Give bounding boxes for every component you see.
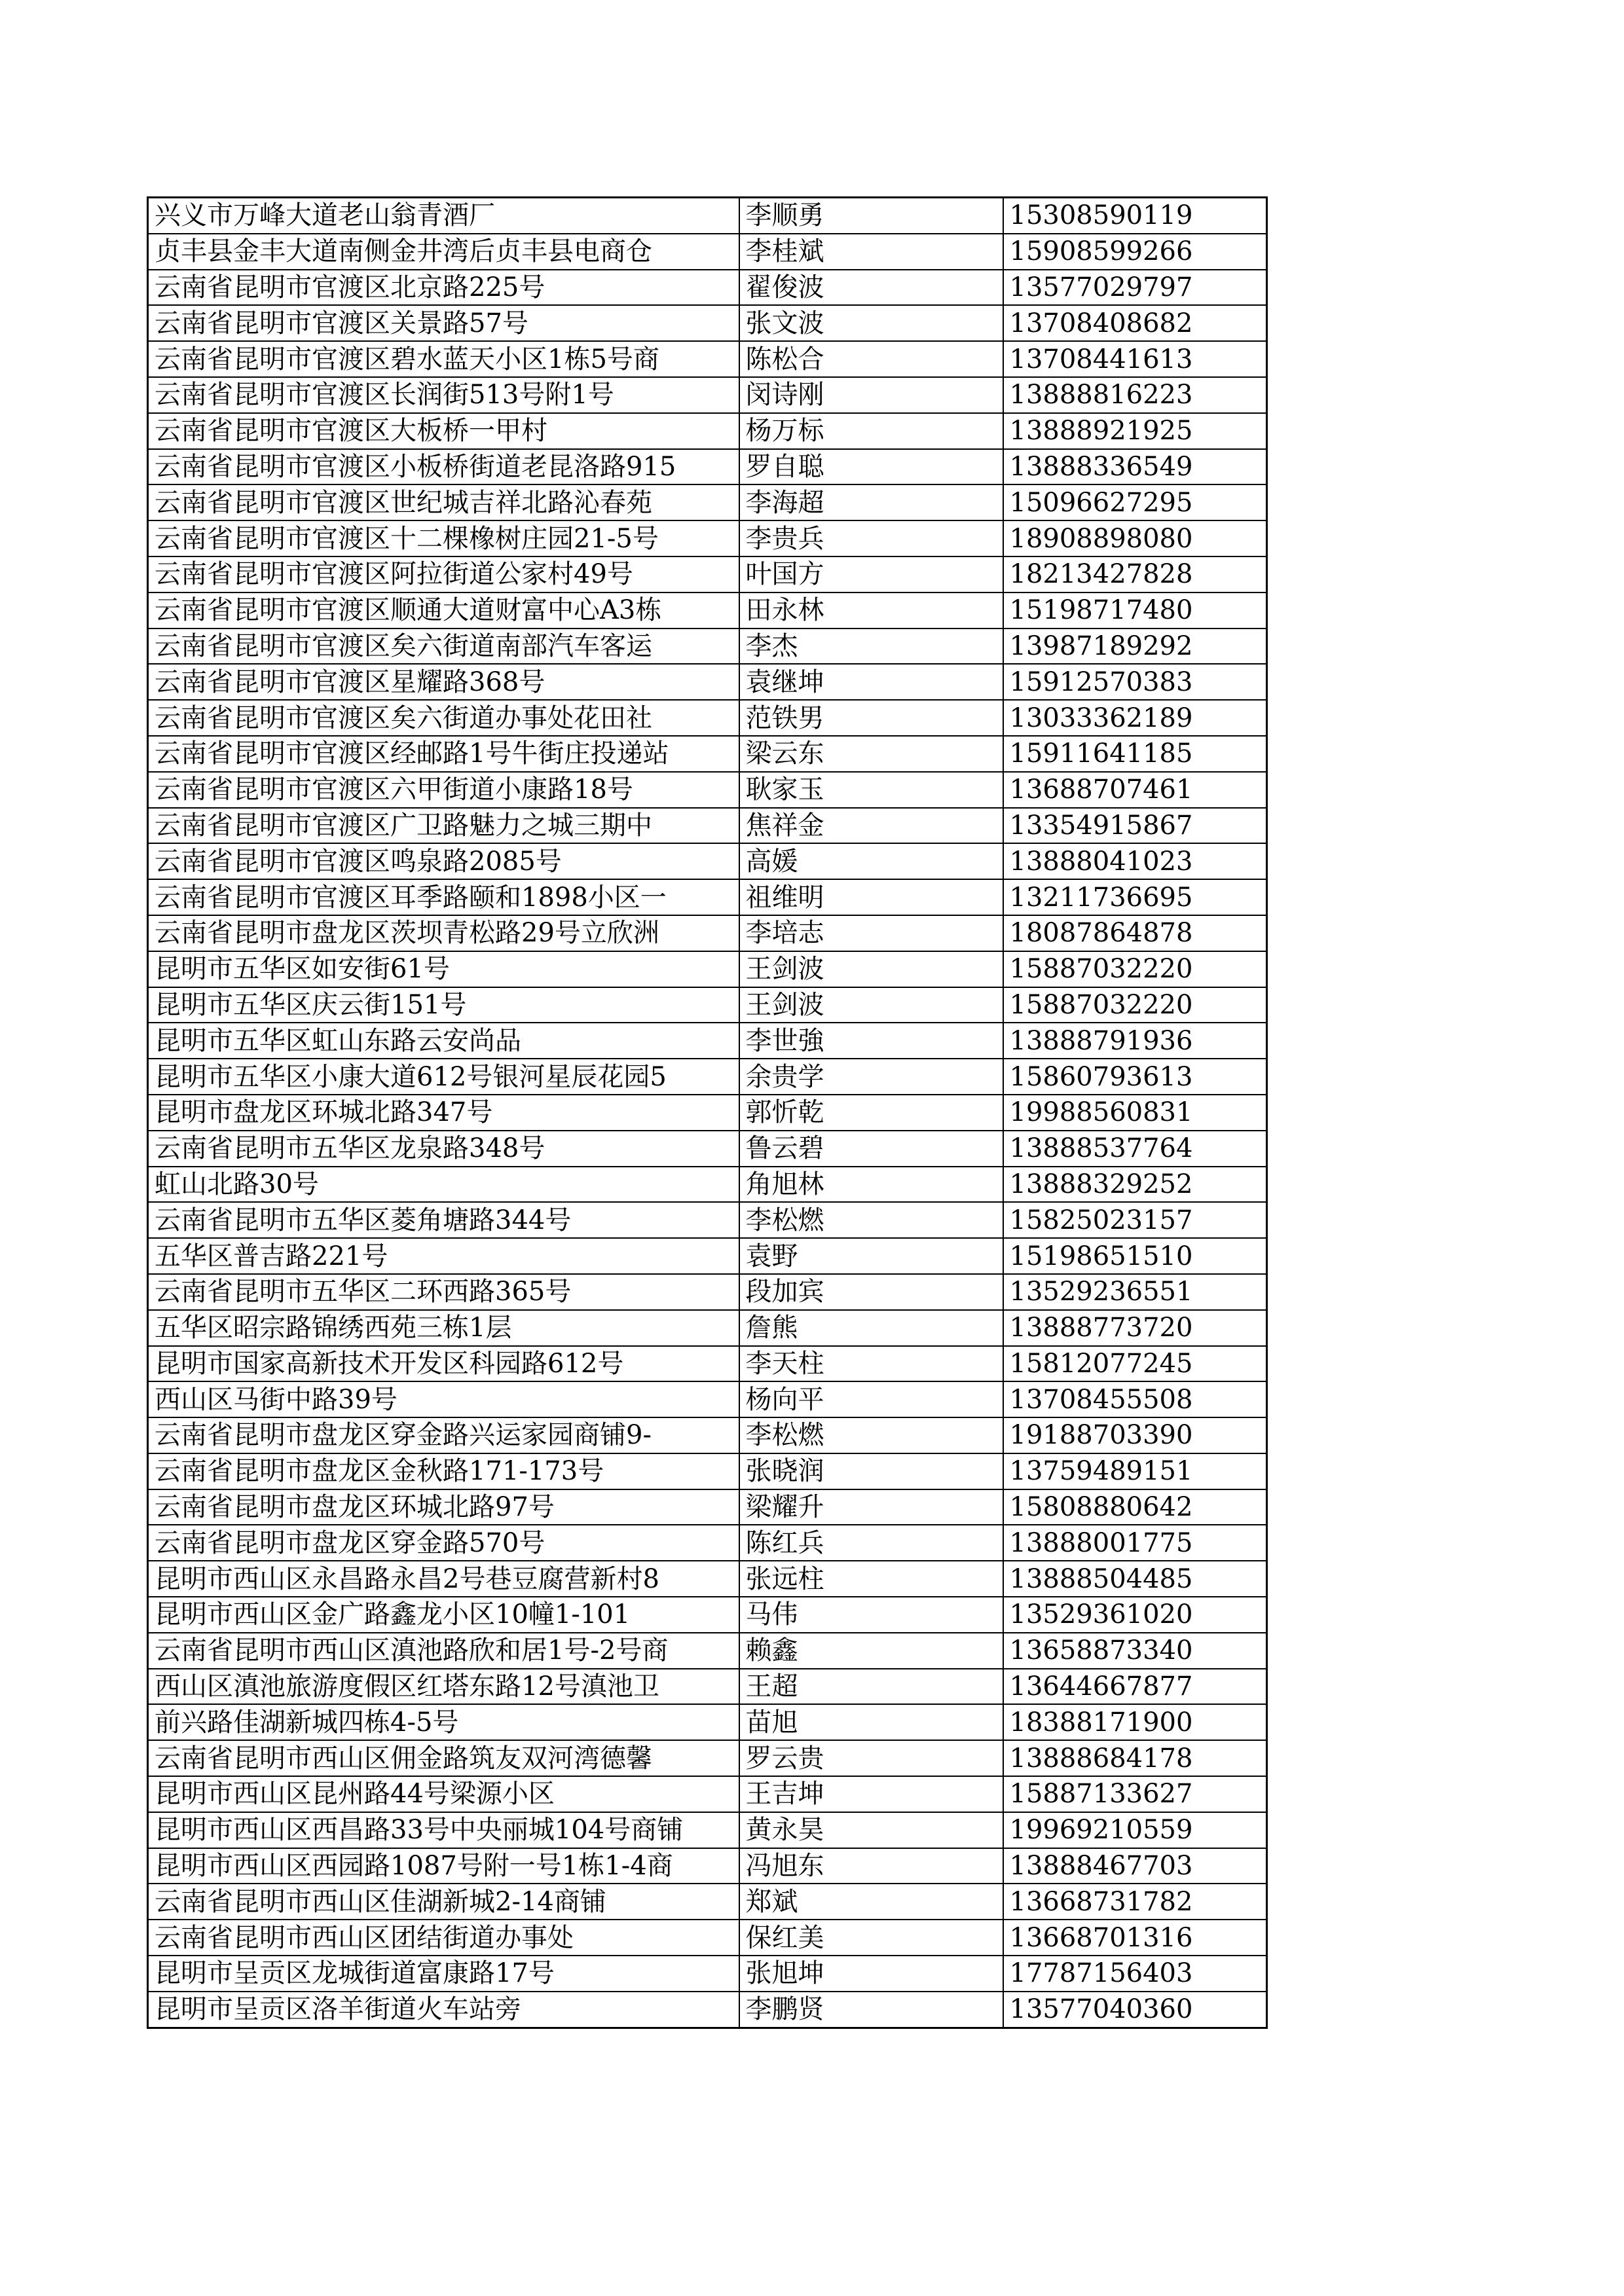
address-cell: 昆明市西山区金广路鑫龙小区10幢1-101 <box>148 1597 739 1633</box>
phone-cell: 13888791936 <box>1003 1023 1267 1059</box>
phone-cell: 13708455508 <box>1003 1381 1267 1417</box>
phone-cell: 13354915867 <box>1003 808 1267 844</box>
name-cell: 范铁男 <box>739 700 1003 736</box>
phone-cell: 13888336549 <box>1003 449 1267 485</box>
address-cell: 昆明市呈贡区洛羊街道火车站旁 <box>148 1992 739 2028</box>
name-cell: 段加宾 <box>739 1274 1003 1310</box>
phone-cell: 15887032220 <box>1003 987 1267 1023</box>
address-cell: 昆明市五华区庆云街151号 <box>148 987 739 1023</box>
name-cell: 袁野 <box>739 1238 1003 1274</box>
phone-cell: 15808880642 <box>1003 1489 1267 1525</box>
name-cell: 李松燃 <box>739 1417 1003 1453</box>
name-cell: 祖维明 <box>739 879 1003 915</box>
name-cell: 田永林 <box>739 592 1003 629</box>
address-cell: 云南省昆明市官渡区星耀路368号 <box>148 664 739 700</box>
address-cell: 云南省昆明市官渡区长润街513号附1号 <box>148 377 739 413</box>
name-cell: 李贵兵 <box>739 520 1003 556</box>
address-cell: 西山区马街中路39号 <box>148 1381 739 1417</box>
table-row <box>148 198 1267 234</box>
phone-cell: 13987189292 <box>1003 629 1267 665</box>
name-cell: 李天柱 <box>739 1346 1003 1382</box>
address-cell: 云南省昆明市官渡区矣六街道办事处花田社 <box>148 700 739 736</box>
name-cell: 李培志 <box>739 915 1003 951</box>
phone-cell: 15096627295 <box>1003 484 1267 520</box>
address-cell: 云南省昆明市西山区滇池路欣和居1号-2号商 <box>148 1633 739 1669</box>
table-row <box>148 1059 1267 1095</box>
name-cell: 翟俊波 <box>739 270 1003 306</box>
table-row <box>148 556 1267 592</box>
address-cell: 云南省昆明市盘龙区穿金路570号 <box>148 1525 739 1561</box>
table-row <box>148 1669 1267 1705</box>
name-cell: 余贵学 <box>739 1059 1003 1095</box>
phone-cell: 13688707461 <box>1003 772 1267 808</box>
name-cell: 陈红兵 <box>739 1525 1003 1561</box>
phone-cell: 15198717480 <box>1003 592 1267 629</box>
address-cell: 兴义市万峰大道老山翁青酒厂 <box>148 198 739 234</box>
name-cell: 闵诗刚 <box>739 377 1003 413</box>
phone-cell: 13888537764 <box>1003 1131 1267 1167</box>
name-cell: 陈松合 <box>739 341 1003 377</box>
phone-cell: 15887133627 <box>1003 1776 1267 1812</box>
table-row <box>148 1633 1267 1669</box>
name-cell: 李海超 <box>739 484 1003 520</box>
phone-cell: 17787156403 <box>1003 1956 1267 1992</box>
table-row <box>148 270 1267 306</box>
address-cell: 云南省昆明市官渡区鸣泉路2085号 <box>148 843 739 879</box>
table-row <box>148 664 1267 700</box>
address-cell: 云南省昆明市西山区佳湖新城2-14商铺 <box>148 1884 739 1920</box>
table-row <box>148 1992 1267 2028</box>
name-cell: 苗旭 <box>739 1704 1003 1740</box>
table-row <box>148 772 1267 808</box>
table-row <box>148 1525 1267 1561</box>
name-cell: 赖鑫 <box>739 1633 1003 1669</box>
phone-cell: 13577029797 <box>1003 270 1267 306</box>
address-cell: 云南省昆明市盘龙区环城北路97号 <box>148 1489 739 1525</box>
table-row <box>148 1561 1267 1597</box>
table-row <box>148 1131 1267 1167</box>
phone-cell: 18087864878 <box>1003 915 1267 951</box>
name-cell: 李桂斌 <box>739 234 1003 270</box>
name-cell: 罗云贵 <box>739 1740 1003 1776</box>
address-cell: 云南省昆明市官渡区阿拉街道公家村49号 <box>148 556 739 592</box>
address-cell: 云南省昆明市官渡区矣六街道南部汽车客运 <box>148 629 739 665</box>
phone-cell: 18213427828 <box>1003 556 1267 592</box>
name-cell: 张文波 <box>739 305 1003 341</box>
phone-cell: 15860793613 <box>1003 1059 1267 1095</box>
table-row <box>148 1346 1267 1382</box>
phone-cell: 13888921925 <box>1003 413 1267 449</box>
table-row <box>148 1202 1267 1238</box>
address-cell: 云南省昆明市官渡区关景路57号 <box>148 305 739 341</box>
name-cell: 李鹏贤 <box>739 1992 1003 2028</box>
address-table <box>147 196 1268 2029</box>
phone-cell: 18388171900 <box>1003 1704 1267 1740</box>
phone-cell: 13668701316 <box>1003 1920 1267 1956</box>
address-cell: 云南省昆明市盘龙区穿金路兴运家园商铺9- <box>148 1417 739 1453</box>
address-cell: 贞丰县金丰大道南侧金井湾后贞丰县电商仓 <box>148 234 739 270</box>
address-cell: 昆明市盘龙区环城北路347号 <box>148 1095 739 1131</box>
table-row <box>148 1776 1267 1812</box>
address-cell: 云南省昆明市官渡区耳季路颐和1898小区一 <box>148 879 739 915</box>
name-cell: 王剑波 <box>739 951 1003 987</box>
name-cell: 马伟 <box>739 1597 1003 1633</box>
address-cell: 云南省昆明市官渡区六甲街道小康路18号 <box>148 772 739 808</box>
table-row <box>148 341 1267 377</box>
table-row <box>148 1884 1267 1920</box>
table-row <box>148 377 1267 413</box>
name-cell: 李松燃 <box>739 1202 1003 1238</box>
table-row <box>148 449 1267 485</box>
table-row <box>148 879 1267 915</box>
table-row <box>148 484 1267 520</box>
table-row <box>148 1095 1267 1131</box>
address-cell: 云南省昆明市盘龙区金秋路171-173号 <box>148 1453 739 1489</box>
phone-cell: 13888684178 <box>1003 1740 1267 1776</box>
phone-cell: 15308590119 <box>1003 198 1267 234</box>
address-cell: 云南省昆明市五华区菱角塘路344号 <box>148 1202 739 1238</box>
phone-cell: 13759489151 <box>1003 1453 1267 1489</box>
name-cell: 张远柱 <box>739 1561 1003 1597</box>
table-row <box>148 1274 1267 1310</box>
address-cell: 昆明市五华区虹山东路云安尚品 <box>148 1023 739 1059</box>
address-cell: 昆明市呈贡区龙城街道富康路17号 <box>148 1956 739 1992</box>
address-cell: 五华区昭宗路锦绣西苑三栋1层 <box>148 1310 739 1346</box>
table-row <box>148 1167 1267 1203</box>
table-row <box>148 234 1267 270</box>
phone-cell: 19188703390 <box>1003 1417 1267 1453</box>
phone-cell: 13888816223 <box>1003 377 1267 413</box>
name-cell: 耿家玉 <box>739 772 1003 808</box>
name-cell: 叶国方 <box>739 556 1003 592</box>
address-cell: 云南省昆明市五华区二环西路365号 <box>148 1274 739 1310</box>
address-cell: 云南省昆明市官渡区广卫路魅力之城三期中 <box>148 808 739 844</box>
address-cell: 云南省昆明市西山区团结街道办事处 <box>148 1920 739 1956</box>
name-cell: 罗自聪 <box>739 449 1003 485</box>
address-cell: 昆明市西山区西昌路33号中央丽城104号商铺 <box>148 1812 739 1848</box>
phone-cell: 13529236551 <box>1003 1274 1267 1310</box>
table-row <box>148 1956 1267 1992</box>
table-row <box>148 1417 1267 1453</box>
name-cell: 郑斌 <box>739 1884 1003 1920</box>
address-cell: 昆明市国家高新技术开发区科园路612号 <box>148 1346 739 1382</box>
phone-cell: 13529361020 <box>1003 1597 1267 1633</box>
name-cell: 李世強 <box>739 1023 1003 1059</box>
table-row <box>148 305 1267 341</box>
name-cell: 梁耀升 <box>739 1489 1003 1525</box>
address-cell: 云南省昆明市官渡区经邮路1号牛街庄投递站 <box>148 736 739 772</box>
table-row <box>148 1704 1267 1740</box>
name-cell: 冯旭东 <box>739 1848 1003 1884</box>
phone-cell: 13888001775 <box>1003 1525 1267 1561</box>
table-row <box>148 413 1267 449</box>
name-cell: 角旭林 <box>739 1167 1003 1203</box>
address-cell: 昆明市西山区昆州路44号梁源小区 <box>148 1776 739 1812</box>
name-cell: 杨万标 <box>739 413 1003 449</box>
phone-cell: 15198651510 <box>1003 1238 1267 1274</box>
phone-cell: 15825023157 <box>1003 1202 1267 1238</box>
table-row <box>148 1023 1267 1059</box>
table-row <box>148 951 1267 987</box>
name-cell: 高媛 <box>739 843 1003 879</box>
phone-cell: 19969210559 <box>1003 1812 1267 1848</box>
table-row <box>148 700 1267 736</box>
name-cell: 黄永昊 <box>739 1812 1003 1848</box>
table-body <box>148 198 1267 2028</box>
table-row <box>148 1453 1267 1489</box>
phone-cell: 13644667877 <box>1003 1669 1267 1705</box>
table-row <box>148 629 1267 665</box>
phone-cell: 15887032220 <box>1003 951 1267 987</box>
phone-cell: 15911641185 <box>1003 736 1267 772</box>
name-cell: 保红美 <box>739 1920 1003 1956</box>
phone-cell: 13668731782 <box>1003 1884 1267 1920</box>
name-cell: 郭忻乾 <box>739 1095 1003 1131</box>
phone-cell: 13708408682 <box>1003 305 1267 341</box>
table-row <box>148 987 1267 1023</box>
name-cell: 梁云东 <box>739 736 1003 772</box>
address-cell: 云南省昆明市官渡区碧水蓝天小区1栋5号商 <box>148 341 739 377</box>
name-cell: 李顺勇 <box>739 198 1003 234</box>
table-row <box>148 592 1267 629</box>
name-cell: 袁继坤 <box>739 664 1003 700</box>
table-row <box>148 1489 1267 1525</box>
table-row <box>148 1812 1267 1848</box>
name-cell: 杨向平 <box>739 1381 1003 1417</box>
address-cell: 西山区滇池旅游度假区红塔东路12号滇池卫 <box>148 1669 739 1705</box>
phone-cell: 13888329252 <box>1003 1167 1267 1203</box>
table-row <box>148 1740 1267 1776</box>
table-row <box>148 1381 1267 1417</box>
phone-cell: 13658873340 <box>1003 1633 1267 1669</box>
table-row <box>148 1238 1267 1274</box>
address-cell: 前兴路佳湖新城四栋4-5号 <box>148 1704 739 1740</box>
address-cell: 云南省昆明市西山区佣金路筑友双河湾德馨 <box>148 1740 739 1776</box>
phone-cell: 13708441613 <box>1003 341 1267 377</box>
phone-cell: 13888504485 <box>1003 1561 1267 1597</box>
name-cell: 李杰 <box>739 629 1003 665</box>
phone-cell: 15912570383 <box>1003 664 1267 700</box>
address-cell: 昆明市五华区如安街61号 <box>148 951 739 987</box>
address-cell: 云南省昆明市官渡区世纪城吉祥北路沁春苑 <box>148 484 739 520</box>
table-row <box>148 520 1267 556</box>
name-cell: 焦祥金 <box>739 808 1003 844</box>
phone-cell: 15908599266 <box>1003 234 1267 270</box>
table-row <box>148 808 1267 844</box>
table-row <box>148 1597 1267 1633</box>
address-cell: 云南省昆明市官渡区十二棵橡树庄园21-5号 <box>148 520 739 556</box>
name-cell: 鲁云碧 <box>739 1131 1003 1167</box>
phone-cell: 13888467703 <box>1003 1848 1267 1884</box>
address-cell: 云南省昆明市官渡区小板桥街道老昆洛路915 <box>148 449 739 485</box>
phone-cell: 15812077245 <box>1003 1346 1267 1382</box>
phone-cell: 13888773720 <box>1003 1310 1267 1346</box>
name-cell: 张旭坤 <box>739 1956 1003 1992</box>
address-cell: 云南省昆明市官渡区北京路225号 <box>148 270 739 306</box>
address-cell: 昆明市五华区小康大道612号银河星辰花园5 <box>148 1059 739 1095</box>
phone-cell: 13888041023 <box>1003 843 1267 879</box>
table-row <box>148 1848 1267 1884</box>
address-cell: 云南省昆明市五华区龙泉路348号 <box>148 1131 739 1167</box>
phone-cell: 13033362189 <box>1003 700 1267 736</box>
table-row <box>148 1920 1267 1956</box>
phone-cell: 18908898080 <box>1003 520 1267 556</box>
phone-cell: 19988560831 <box>1003 1095 1267 1131</box>
address-cell: 昆明市西山区西园路1087号附一号1栋1-4商 <box>148 1848 739 1884</box>
address-cell: 云南省昆明市官渡区大板桥一甲村 <box>148 413 739 449</box>
table-row <box>148 843 1267 879</box>
name-cell: 张晓润 <box>739 1453 1003 1489</box>
address-cell: 昆明市西山区永昌路永昌2号巷豆腐营新村8 <box>148 1561 739 1597</box>
phone-cell: 13211736695 <box>1003 879 1267 915</box>
phone-cell: 13577040360 <box>1003 1992 1267 2028</box>
address-cell: 虹山北路30号 <box>148 1167 739 1203</box>
table-row <box>148 736 1267 772</box>
address-cell: 云南省昆明市官渡区顺通大道财富中心A3栋 <box>148 592 739 629</box>
address-cell: 五华区普吉路221号 <box>148 1238 739 1274</box>
address-cell: 云南省昆明市盘龙区茨坝青松路29号立欣洲 <box>148 915 739 951</box>
table-row <box>148 915 1267 951</box>
name-cell: 王剑波 <box>739 987 1003 1023</box>
name-cell: 詹熊 <box>739 1310 1003 1346</box>
name-cell: 王吉坤 <box>739 1776 1003 1812</box>
name-cell: 王超 <box>739 1669 1003 1705</box>
table-row <box>148 1310 1267 1346</box>
